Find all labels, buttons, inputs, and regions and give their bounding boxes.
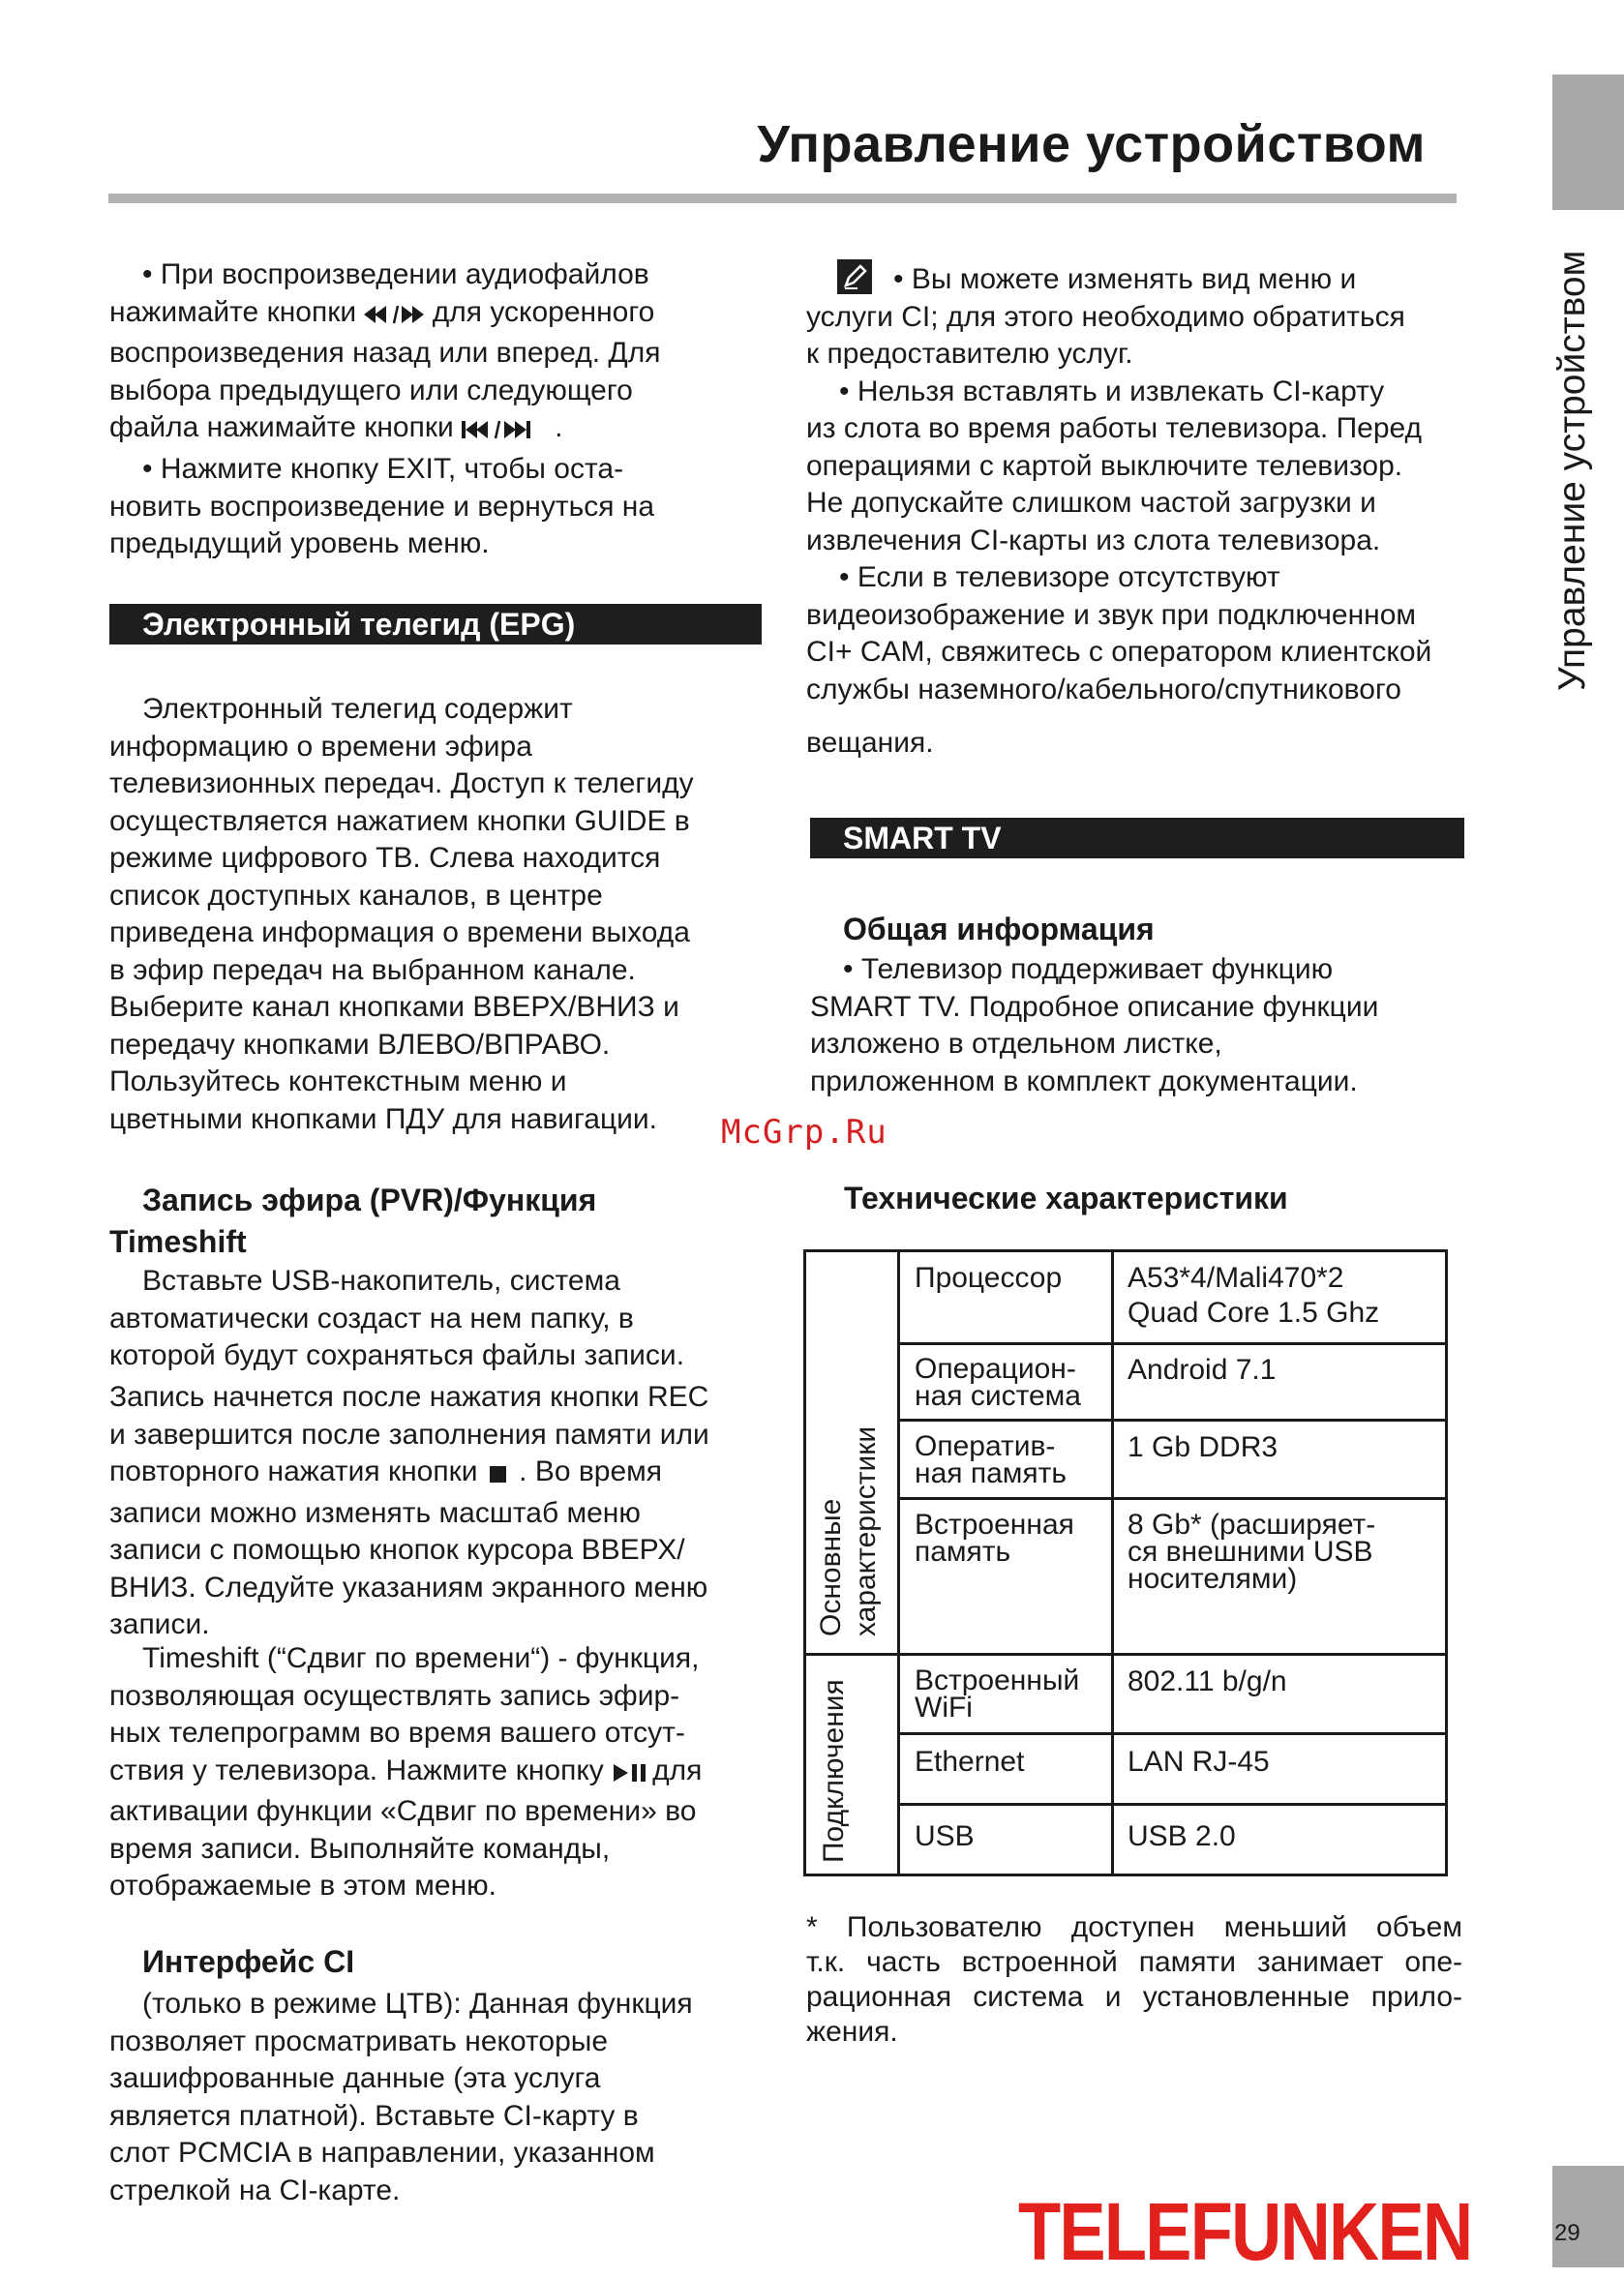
page-number: 29: [1554, 2220, 1580, 2246]
spec-name-wifi: Встроенный WiFi: [915, 1664, 1080, 1724]
spec-value-ram: 1 Gb DDR3: [1128, 1431, 1278, 1463]
chapter-tab: [1552, 75, 1624, 210]
ci-notes: • Вы можете изменять вид меню и услуги CI; для этого необходимо обратиться к предоставителю услуг. • Нельзя вставлять и извлекать CI-карту из слота во время работы телевизора. Перед операциями с картой выключите телевизор. Не допускайте слишком частой загрузки и извлечения CI-карты из слота телевизора. • Если в телевизоре отсутствуют видеоизображение и звук при подключенном CI+ CAM, свяжитесь с оператором клиентской службы наземного/кабельного/спутникового вещания.: [806, 263, 1432, 759]
spec-value-cpu: A53*4/Mali470*2 Quad Core 1.5 Ghz: [1128, 1262, 1380, 1329]
stop-icon: [486, 1457, 511, 1495]
pvr-heading: Запись эфира (PVR)/Функция Timeshift: [109, 1183, 597, 1259]
epg-text: Электронный телегид содержит информацию о времени эфира телевизионных передач. Доступ к телегиду осуществляется нажатием кнопки GUIDE в режиме цифрового ТВ. Слева находится список доступных каналов, в центре приведена информация о времени выхода в эфир передач на выбранном канале. Выберите канал кнопками ВВЕРХ/ВНИЗ и передачу кнопками ВЛЕВО/ВПРАВО. Пользуйтесь контекстным меню и цветными кнопками ПДУ для навигации.: [109, 693, 694, 1135]
ci-text: (только в режиме ЦТВ): Данная функция позволяет просматривать некоторые зашифрованные данные (эта услуга является платной). Вставьте CI-карту в слот PCMCIA в направлении, указанном стрелкой на CI-карте.: [109, 1988, 693, 2206]
spec-value-usb: USB 2.0: [1128, 1820, 1236, 1852]
spec-value-os: Android 7.1: [1128, 1354, 1277, 1386]
brand-logo: TELEFUNKEN: [1018, 2186, 1472, 2277]
page-tab: [1552, 2166, 1624, 2267]
spec-name-usb: USB: [915, 1820, 975, 1852]
side-chapter-label: Управление устройством: [1551, 250, 1593, 691]
spec-name-ram: Оператив- ная память: [915, 1430, 1068, 1489]
play-pause-icon: [612, 1756, 652, 1794]
ci-heading: Интерфейс CI: [142, 1944, 355, 1979]
group-label-connections: Подключения: [818, 1679, 850, 1863]
smart-tv-text: • Телевизор поддерживает функцию SMART TV. Подробное описание функции изложено в отдельном листке, приложенном в комплект документации.: [810, 953, 1379, 1097]
page-title: Управление устройством: [757, 115, 1426, 173]
spec-value-wifi: 802.11 b/g/n: [1128, 1665, 1287, 1697]
pvr-paragraph-2: Запись начнется после нажатия кнопки REC и завершится после заполнения памяти или повторного нажатия кнопки . Во время записи можно изменять масштаб меню записи с помощью кнопок курсора ВВЕРХ/ ВНИЗ. Следуйте указаниям экранного меню записи.: [109, 1381, 709, 1640]
epg-heading-bar: Электронный телегид (EPG): [109, 604, 762, 645]
pvr-paragraph-1: Вставьте USB-накопитель, система автоматически создаст на нем папку, в которой будут сохраняться файлы записи.: [109, 1265, 685, 1371]
exit-bullet: • Нажмите кнопку EXIT, чтобы оста- новить воспроизведение и вернуться на предыдущий уровень меню.: [109, 453, 655, 559]
group-label-main: Основные характеристики: [815, 1425, 882, 1636]
specs-heading: Технические характеристики: [844, 1181, 1288, 1215]
general-info-heading: Общая информация: [843, 912, 1155, 946]
specs-table: [803, 1249, 1448, 1876]
smart-tv-heading-bar: SMART TV: [810, 818, 1464, 858]
specs-footnote: * Пользователю доступен меньший объем т.к. часть встроенной памяти занимает опе- рационная система и установленные прило- жения.: [806, 1911, 1462, 2048]
watermark: McGrp.Ru: [721, 1113, 887, 1152]
rewind-forward-icon: [364, 298, 424, 336]
spec-name-cpu: Процессор: [915, 1262, 1063, 1294]
spec-name-os: Операцион- ная система: [915, 1353, 1081, 1412]
spec-name-storage: Встроенная память: [915, 1509, 1074, 1568]
timeshift-paragraph: Timeshift (“Сдвиг по времени“) - функция, позволяющая осуществлять запись эфир- ных телепрограмм во время вашего отсут- ствия у телевизора. Нажмите кнопку для активации функции «Сдвиг по времени» во время записи. Выполняйте команды, отображаемые в этом меню.: [109, 1642, 703, 1902]
title-rule: [108, 194, 1457, 203]
spec-value-ethernet: LAN RJ-45: [1128, 1746, 1270, 1778]
prev-next-icon: [462, 413, 555, 451]
spec-value-storage: 8 Gb* (расширяет- ся внешними USB носителями): [1128, 1509, 1376, 1595]
spec-name-ethernet: Ethernet: [915, 1746, 1025, 1778]
audio-playback-bullet: • При воспроизведении аудиофайлов нажимайте кнопки для ускоренного воспроизведения назад или вперед. Для выбора предыдущего или следующего файла нажимайте кнопки .: [109, 256, 661, 451]
